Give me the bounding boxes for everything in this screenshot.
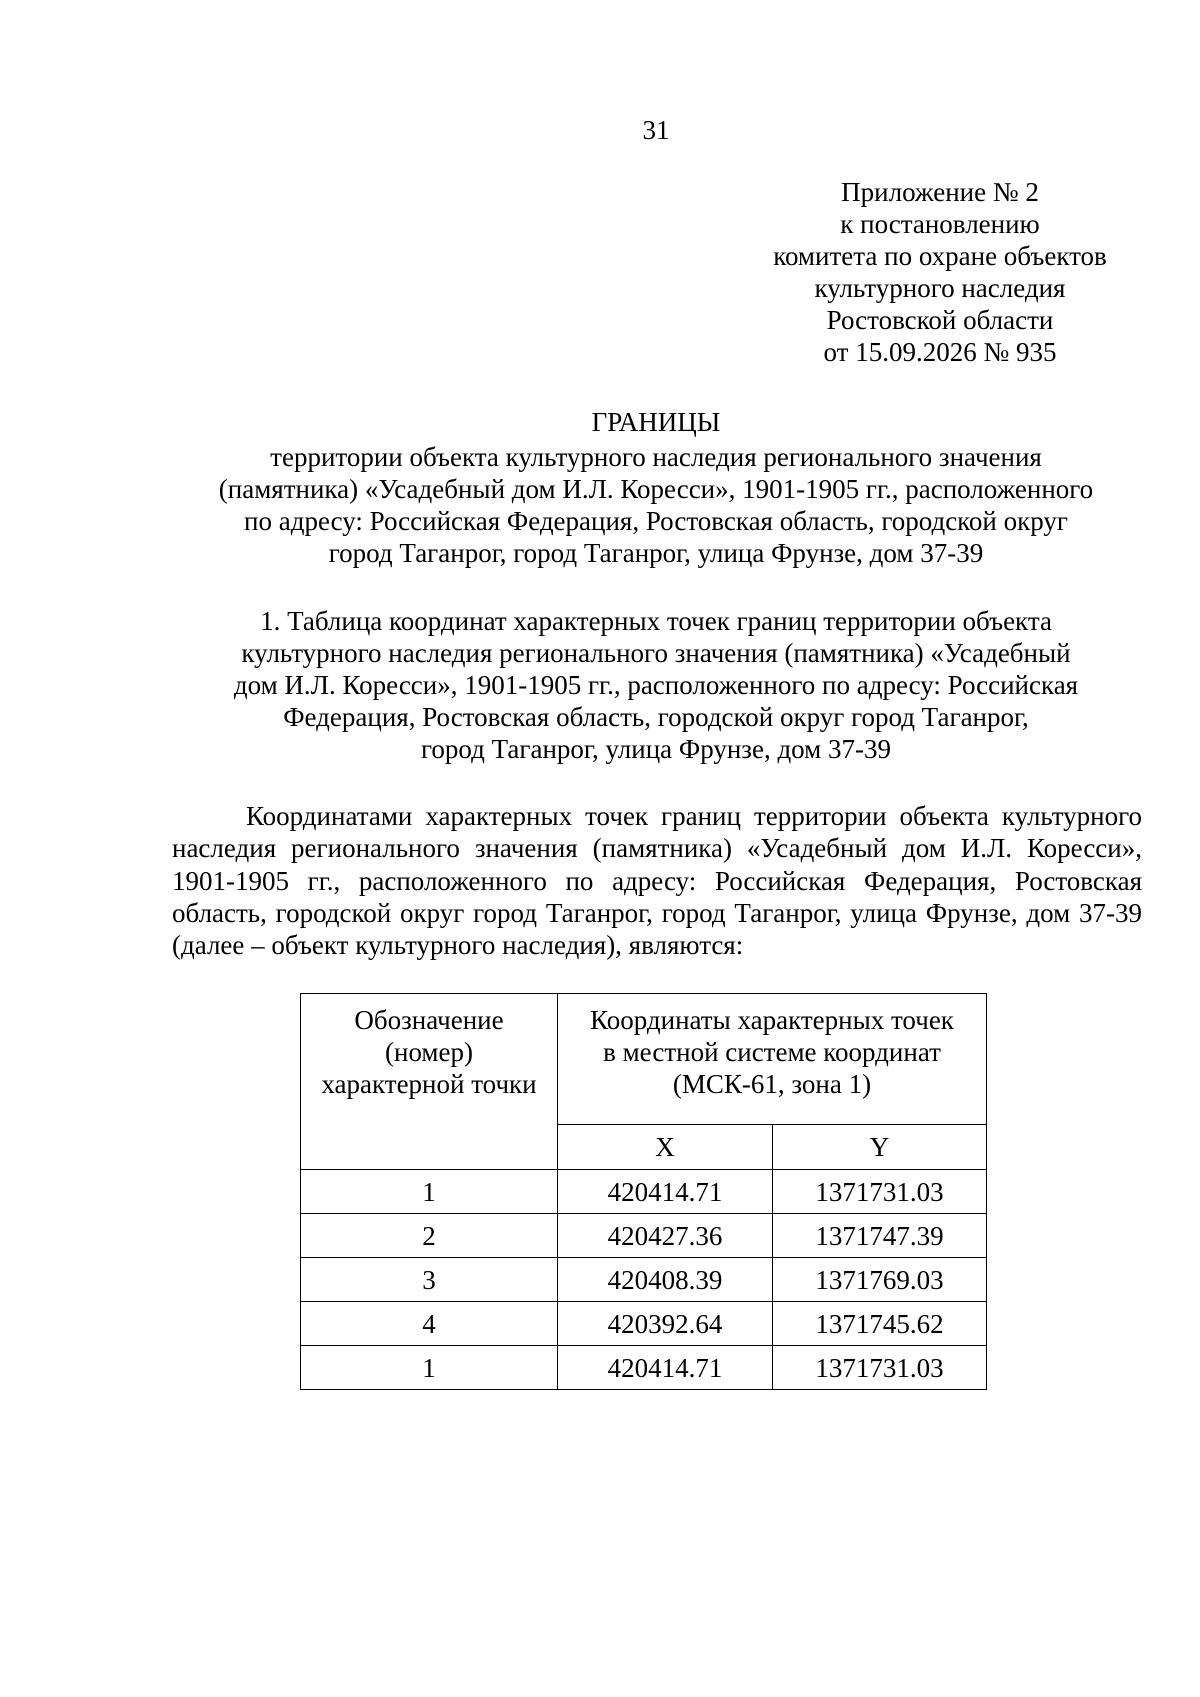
appendix-line: культурного наследия xyxy=(814,273,1066,303)
table-row xyxy=(301,1170,987,1214)
table-row xyxy=(301,1214,987,1258)
appendix-block xyxy=(740,176,1140,368)
subtitle-line: территории объекта культурного наследия регионального значения xyxy=(270,442,1042,472)
header-y: Y xyxy=(773,1125,987,1170)
coordinates-table xyxy=(300,993,987,1390)
cell-point: 1 xyxy=(301,1170,558,1214)
cell-y: 1371745.62 xyxy=(773,1302,987,1346)
cell-y: 1371747.39 xyxy=(773,1214,987,1258)
subtitle-line: (памятника) «Усадебный дом И.Л. Коресси», 1901-1905 гг., расположенного xyxy=(218,474,1094,504)
section-heading-line: 1. Таблица координат характерных точек границ территории объекта xyxy=(260,606,1052,636)
cell-point: 1 xyxy=(301,1346,558,1390)
cell-y: 1371731.03 xyxy=(773,1170,987,1214)
appendix-line: Приложение № 2 xyxy=(841,177,1039,207)
appendix-line: от 15.09.2026 № 935 xyxy=(823,337,1057,367)
header-x: X xyxy=(558,1125,773,1170)
body-paragraph: Координатами характерных точек границ территории объекта культурного наследия регионального значения (памятника) «Усадебный дом И.Л. Коресси», 1901-1905 гг., расположенного по адресу: Российская Федерация, Ростовская область, городской округ город Таганрог, город Таганрог, улица Фрунзе, дом 37-39 (далее – объект культурного наследия), являются: xyxy=(172,801,1142,961)
appendix-line: к постановлению xyxy=(840,209,1040,239)
appendix-line: комитета по охране объектов xyxy=(773,241,1107,271)
header-point-designation: Обозначение (номер) характерной точки xyxy=(301,994,558,1170)
document-subtitle xyxy=(150,441,1162,569)
table-row xyxy=(301,1302,987,1346)
cell-y: 1371769.03 xyxy=(773,1258,987,1302)
cell-x: 420427.36 xyxy=(558,1214,773,1258)
table-row xyxy=(301,1346,987,1390)
cell-y: 1371731.03 xyxy=(773,1346,987,1390)
cell-x: 420414.71 xyxy=(558,1346,773,1390)
cell-x: 420408.39 xyxy=(558,1258,773,1302)
cell-x: 420414.71 xyxy=(558,1170,773,1214)
appendix-line: Ростовской области xyxy=(826,305,1054,335)
cell-point: 4 xyxy=(301,1302,558,1346)
page-number: 31 xyxy=(642,115,670,145)
cell-point: 2 xyxy=(301,1214,558,1258)
document-title: ГРАНИЦЫ xyxy=(591,407,721,437)
section-heading-line: дом И.Л. Коресси», 1901-1905 гг., расположенного по адресу: Российская xyxy=(233,670,1079,700)
section-heading-line: Федерация, Ростовская область, городской округ город Таганрог, xyxy=(283,702,1029,732)
section-heading xyxy=(150,605,1162,765)
subtitle-line: по адресу: Российская Федерация, Ростовская область, городской округ xyxy=(244,506,1068,536)
subtitle-line: город Таганрог, город Таганрог, улица Фрунзе, дом 37-39 xyxy=(328,538,984,568)
cell-point: 3 xyxy=(301,1258,558,1302)
table-row xyxy=(301,1258,987,1302)
section-heading-line: город Таганрог, улица Фрунзе, дом 37-39 xyxy=(421,734,891,764)
section-heading-line: культурного наследия регионального значения (памятника) «Усадебный xyxy=(241,638,1071,668)
cell-x: 420392.64 xyxy=(558,1302,773,1346)
header-coordinates: Координаты характерных точек в местной системе координат (МСК-61, зона 1) xyxy=(558,994,987,1125)
